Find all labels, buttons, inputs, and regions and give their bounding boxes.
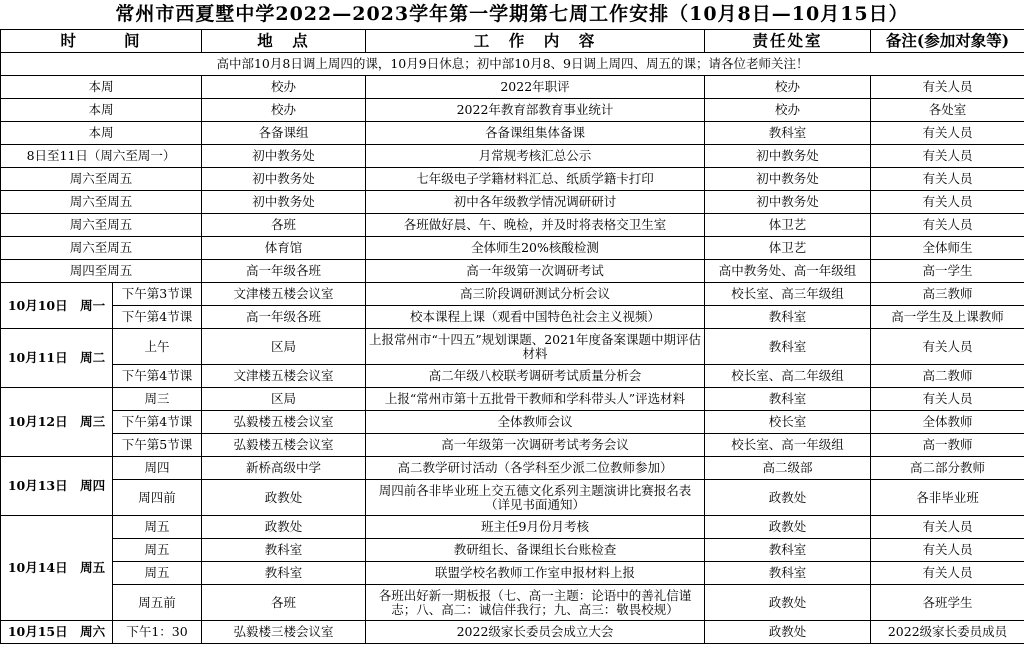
cell-content: 联盟学校名教师工作室申报材料上报 [366,562,705,585]
cell-time: 下午第4节课 [113,365,202,388]
cell-time: 本周 [1,99,202,122]
cell-dept: 教科室 [705,539,871,562]
cell-time: 周五前 [113,585,202,621]
cell-dept: 校长室 [705,411,871,434]
cell-time: 下午第4节课 [113,306,202,329]
cell-dept: 校长室、高二年级组 [705,365,871,388]
cell-note: 有关人员 [871,145,1024,168]
cell-content: 上报“常州市第十五批骨干教师和学科带头人”评选材料 [366,388,705,411]
table-row [1,168,1024,191]
cell-time: 周五 [113,562,202,585]
cell-place: 政教处 [202,480,366,516]
cell-place: 区局 [202,388,366,411]
table-row [1,145,1024,168]
cell-content: 全体教师会议 [366,411,705,434]
table-row [1,434,1024,457]
cell-content: 周四前各非毕业班上交五德文化系列主题演讲比赛报名表（详见书面通知） [366,480,705,516]
cell-time: 周五 [113,539,202,562]
table-row [1,99,1024,122]
day-label: 10月14日 周五 [1,516,113,621]
cell-note: 有关人员 [871,122,1024,145]
cell-note: 有关人员 [871,516,1024,539]
cell-content: 高一年级第一次调研考试考务会议 [366,434,705,457]
day-label: 10月13日 周四 [1,457,113,516]
cell-place: 弘毅楼五楼会议室 [202,434,366,457]
cell-place: 体育馆 [202,237,366,260]
table-row [1,516,1024,539]
notice-text: 高中部10月8日调上周四的课，10月9日休息；初中部10月8、9日调上周四、周五的课；请各位老师关注！ [1,53,1024,76]
cell-dept: 政教处 [705,621,871,644]
cell-content: 2022级家长委员会成立大会 [366,621,705,644]
cell-note: 有关人员 [871,191,1024,214]
cell-note: 有关人员 [871,329,1024,365]
header-content: 工 作 内 容 [366,30,705,53]
table-row [1,480,1024,516]
cell-place: 区局 [202,329,366,365]
cell-dept: 政教处 [705,585,871,621]
cell-time: 下午第5节课 [113,434,202,457]
cell-content: 初中各年级教学情况调研研讨 [366,191,705,214]
cell-note: 全体师生 [871,237,1024,260]
cell-place: 高一年级各班 [202,306,366,329]
table-row [1,411,1024,434]
cell-time: 上午 [113,329,202,365]
cell-note: 有关人员 [871,168,1024,191]
cell-note: 有关人员 [871,562,1024,585]
cell-place: 文津楼五楼会议室 [202,365,366,388]
day-label: 10月15日 周六 [1,621,113,644]
cell-place: 初中教务处 [202,145,366,168]
cell-content: 各班做好晨、午、晚检，并及时将表格交卫生室 [366,214,705,237]
cell-dept: 校长室、高一年级组 [705,434,871,457]
header-time: 时 间 [1,30,202,53]
table-row [1,457,1024,480]
cell-place: 校办 [202,76,366,99]
cell-time: 周五 [113,516,202,539]
table-row [1,214,1024,237]
cell-place: 各备课组 [202,122,366,145]
cell-time: 下午第3节课 [113,283,202,306]
table-row [1,191,1024,214]
cell-note: 各班学生 [871,585,1024,621]
table-row [1,585,1024,621]
cell-dept: 教科室 [705,329,871,365]
day-label: 10月10日 周一 [1,283,113,329]
cell-content: 各备课组集体备课 [366,122,705,145]
cell-dept: 校办 [705,76,871,99]
cell-place: 高一年级各班 [202,260,366,283]
cell-note: 各处室 [871,99,1024,122]
cell-dept: 高二级部 [705,457,871,480]
cell-dept: 教科室 [705,122,871,145]
cell-content: 高一年级第一次调研考试 [366,260,705,283]
cell-place: 初中教务处 [202,168,366,191]
cell-note: 高一学生 [871,260,1024,283]
cell-time: 周四 [113,457,202,480]
cell-time: 8日至11日（周六至周一） [1,145,202,168]
cell-note: 高二教师 [871,365,1024,388]
table-row [1,329,1024,365]
cell-note: 2022级家长委员成员 [871,621,1024,644]
cell-content: 校本课程上课（观看中国特色社会主义视频） [366,306,705,329]
header-note: 备注(参加对象等) [871,30,1024,53]
header-dept: 责任处室 [705,30,871,53]
cell-content: 班主任9月份月考核 [366,516,705,539]
cell-note: 高一学生及上课教师 [871,306,1024,329]
cell-dept: 校长室、高三年级组 [705,283,871,306]
cell-time: 周四前 [113,480,202,516]
cell-dept: 教科室 [705,562,871,585]
cell-note: 高二部分教师 [871,457,1024,480]
cell-content: 上报常州市“十四五”规划课题、2021年度备案课题中期评估材料 [366,329,705,365]
cell-note: 有关人员 [871,388,1024,411]
cell-time: 下午1：30 [113,621,202,644]
table-row [1,122,1024,145]
table-header-row [1,30,1024,53]
cell-dept: 初中教务处 [705,145,871,168]
cell-time: 周四至周五 [1,260,202,283]
table-row [1,621,1024,644]
cell-place: 新桥高级中学 [202,457,366,480]
cell-time: 下午第4节课 [113,411,202,434]
cell-dept: 教科室 [705,306,871,329]
cell-time: 本周 [1,76,202,99]
cell-dept: 高中教务处、高一年级组 [705,260,871,283]
cell-dept: 政教处 [705,480,871,516]
page-title: 常州市西夏墅中学2022—2023学年第一学期第七周工作安排（10月8日—10月15日） [115,3,909,25]
table-row [1,76,1024,99]
cell-content: 高三阶段调研测试分析会议 [366,283,705,306]
cell-time: 周六至周五 [1,214,202,237]
cell-content: 教研组长、备课组长台账检查 [366,539,705,562]
cell-time: 周三 [113,388,202,411]
cell-content: 七年级电子学籍材料汇总、纸质学籍卡打印 [366,168,705,191]
table-row [1,283,1024,306]
cell-place: 校办 [202,99,366,122]
cell-note: 有关人员 [871,214,1024,237]
cell-dept: 初中教务处 [705,168,871,191]
cell-note: 各非毕业班 [871,480,1024,516]
notice-row [1,53,1024,76]
cell-time: 周六至周五 [1,191,202,214]
cell-note: 高三教师 [871,283,1024,306]
cell-place: 教科室 [202,539,366,562]
cell-dept: 体卫艺 [705,214,871,237]
day-label: 10月11日 周二 [1,329,113,388]
cell-content: 全体师生20%核酸检测 [366,237,705,260]
cell-content: 各班出好新一期板报（七、高一主题：论语中的善礼信谨志；八、高二：诚信伴我行；九、高三：敬畏校规） [366,585,705,621]
day-label: 10月12日 周三 [1,388,113,457]
cell-dept: 政教处 [705,516,871,539]
cell-time: 本周 [1,122,202,145]
table-row [1,539,1024,562]
cell-place: 教科室 [202,562,366,585]
table-row [1,237,1024,260]
cell-content: 月常规考核汇总公示 [366,145,705,168]
cell-time: 周六至周五 [1,168,202,191]
cell-dept: 校办 [705,99,871,122]
cell-dept: 教科室 [705,388,871,411]
cell-content: 2022年职评 [366,76,705,99]
cell-content: 2022年教育部教育事业统计 [366,99,705,122]
table-row [1,365,1024,388]
cell-dept: 初中教务处 [705,191,871,214]
cell-note: 有关人员 [871,539,1024,562]
cell-note: 全体教师 [871,411,1024,434]
header-place: 地 点 [202,30,366,53]
cell-place: 弘毅楼三楼会议室 [202,621,366,644]
cell-place: 政教处 [202,516,366,539]
cell-time: 周六至周五 [1,237,202,260]
table-row [1,260,1024,283]
cell-place: 各班 [202,214,366,237]
table-row [1,388,1024,411]
table-row [1,306,1024,329]
cell-place: 弘毅楼五楼会议室 [202,411,366,434]
schedule-table [0,29,1024,644]
table-row [1,562,1024,585]
cell-note: 有关人员 [871,76,1024,99]
cell-place: 文津楼五楼会议室 [202,283,366,306]
cell-note: 高一教师 [871,434,1024,457]
cell-place: 初中教务处 [202,191,366,214]
cell-dept: 体卫艺 [705,237,871,260]
cell-content: 高二年级八校联考调研考试质量分析会 [366,365,705,388]
cell-place: 各班 [202,585,366,621]
cell-content: 高二教学研讨活动（各学科至少派二位教师参加） [366,457,705,480]
